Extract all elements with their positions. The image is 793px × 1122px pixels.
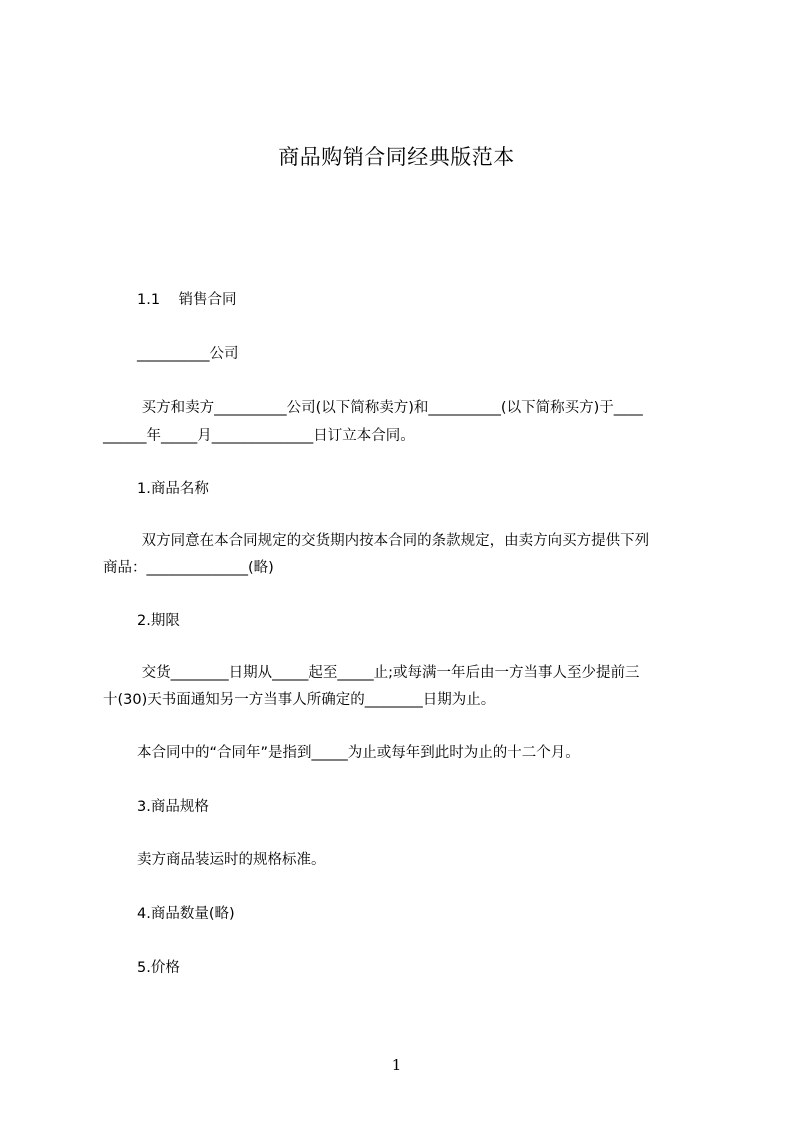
- term-line-1: 交货________日期从_____起至_____止;或每满一年后由一方当事人至少提前三: [137, 665, 640, 681]
- goods-line-2: 商品：______________(略): [103, 560, 274, 576]
- heading-term: 2.期限: [137, 613, 180, 629]
- goods-line-1: 双方同意在本合同规定的交货期内按本合同的条款规定，由卖方向买方提供下列: [137, 533, 650, 549]
- parties-line-1: 买方和卖方__________公司(以下简称卖方)和__________(以下简称买方)于____: [137, 400, 643, 416]
- section-heading: 1.1 销售合同: [137, 292, 237, 308]
- contract-year-text: 本合同中的“合同年”是指到_____为止或每年到此时为止的十二个月。: [137, 745, 580, 761]
- heading-quantity: 4.商品数量(略): [137, 906, 235, 922]
- heading-specification: 3.商品规格: [137, 799, 209, 815]
- heading-goods-name: 1.商品名称: [137, 481, 209, 497]
- term-line-2: 十(30)天书面通知另一方当事人所确定的________日期为止。: [103, 692, 496, 708]
- specification-text: 卖方商品装运时的规格标准。: [137, 852, 326, 868]
- document-title: 商品购销合同经典版范本: [278, 145, 515, 169]
- heading-price: 5.价格: [137, 960, 180, 976]
- company-line: __________公司: [137, 346, 239, 362]
- parties-line-2: ______年_____月______________日订立本合同。: [103, 428, 415, 444]
- page-number: 1: [391, 1056, 402, 1074]
